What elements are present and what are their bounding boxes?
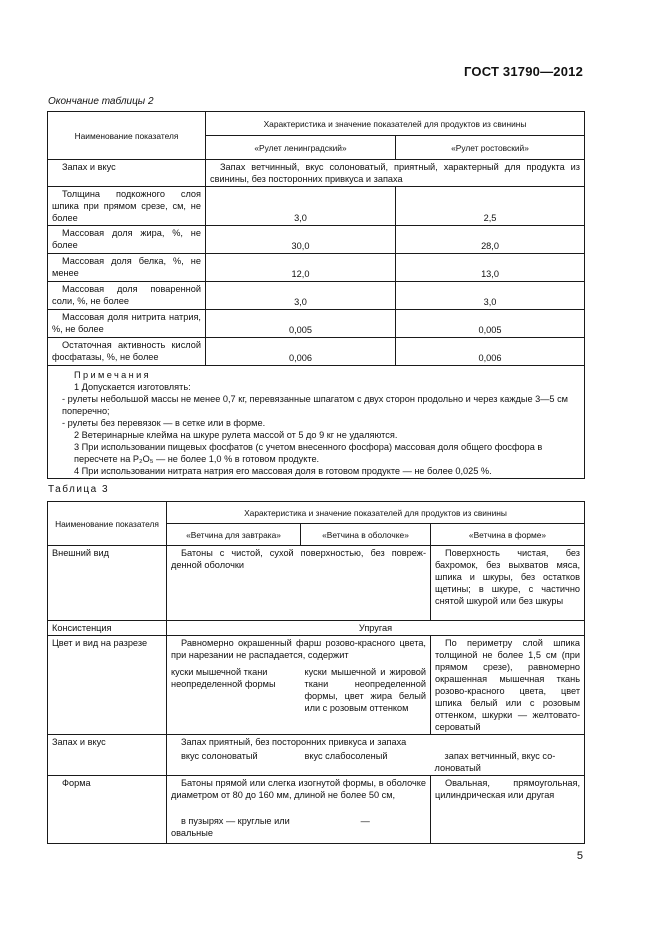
t3-value-123: Запах приятный, без посторонних привкуса и запаха [167, 735, 585, 750]
t3-value-3: Овальная, прямоугольная, цилиндрическая или другая [431, 776, 585, 844]
t3-value-3: По периметру слой шпика толщиной не более 1,5 см (при прямом срезе), равномерно окрашенная мышечная ткань розово-красного цвета, цвет шпика белый или с розовым оттенком, шкурки — желтовато-сероватый [431, 636, 585, 735]
t2-value-2: 2,5 [396, 187, 585, 226]
t3-value-12: Равномерно окрашенный фарш розово-красного цвета, при нарезании не распадается, содержит [167, 636, 431, 666]
table-row [48, 546, 585, 621]
t2-value-1: 3,0 [206, 187, 396, 226]
table-row [48, 310, 585, 338]
table2-caption: Окончание таблицы 2 [48, 96, 154, 107]
table-row [48, 636, 585, 666]
table-2 [47, 111, 585, 479]
t2-value-2: 0,006 [396, 338, 585, 366]
t2-value-1: 0,005 [206, 310, 396, 338]
table-row [48, 621, 585, 636]
t2-header-product-1: «Рулет ленинградский» [206, 136, 396, 160]
note-line: - рулеты небольшой массы не менее 0,7 кг, перевязанные шпагатом с двух сторон продольно и через каждые 3—5 см поперечно; [62, 394, 569, 416]
t3-row-name: Внешний вид [48, 546, 167, 621]
table2-notes [48, 366, 585, 479]
table-row [48, 187, 585, 226]
page-number: 5 [576, 850, 583, 862]
t3-value-3: запах ветчинный, вкус солоноватый [431, 749, 585, 776]
t2-row-name: Массовая доля жира, %, не более [48, 226, 206, 254]
table-row [48, 254, 585, 282]
t3-header-product-2: «Ветчина в оболочке» [301, 524, 431, 546]
t3-header-name: Наименование показателя [48, 502, 167, 546]
t2-header-name: Наименование показателя [48, 112, 206, 160]
t3-value-2: — [301, 814, 431, 844]
t3-value-2: вкус слабосоленый [301, 749, 431, 776]
t2-value-2: 0,005 [396, 310, 585, 338]
t2-value-1: 30,0 [206, 226, 396, 254]
table-row [48, 160, 585, 187]
t3-value-12: Батоны с чистой, сухой поверхностью, без поврежденной оболочки [167, 546, 431, 621]
t2-value-2: 3,0 [396, 282, 585, 310]
t2-row-name: Запах и вкус [48, 160, 206, 187]
t2-value-1: 12,0 [206, 254, 396, 282]
table-row [48, 338, 585, 366]
note-line: 3 При использовании пищевых фосфатов (с учетом внесенного фосфора) массовая доля общего фосфора в пересчете на P₂O₅ — не более 1,0 % в готовом продукте. [74, 442, 543, 464]
note-line: 2 Ветеринарные клейма на шкуре рулета массой от 5 до 9 кг не удаляются. [74, 430, 398, 440]
t2-value-1: 3,0 [206, 282, 396, 310]
t2-value-1: 0,006 [206, 338, 396, 366]
t3-row-name: Консистенция [48, 621, 167, 636]
t2-row-name: Массовая доля поваренной соли, %, не более [48, 282, 206, 310]
t3-value-3: Поверхность чистая, без бахромок, без выхватов мяса, шпика и шкуры, без остатков щетины; в шкуре, с частично снятой шкурой или без шкуры [431, 546, 585, 621]
table-row [48, 282, 585, 310]
t2-header-group: Характеристика и значение показателей для продуктов из свинины [206, 112, 585, 136]
t3-value-all: Упругая [167, 621, 585, 636]
t3-header-product-3: «Ветчина в форме» [431, 524, 585, 546]
t3-value-12: Батоны прямой или слегка изогнутой формы, в оболочке диаметром от 80 до 160 мм, длиной не более 50 см, [167, 776, 431, 814]
t2-row-name: Массовая доля белка, %, не менее [48, 254, 206, 282]
t2-value-2: 13,0 [396, 254, 585, 282]
t3-value-1: вкус солоноватый [167, 749, 301, 776]
t2-header-product-2: «Рулет ростовский» [396, 136, 585, 160]
notes-row [48, 366, 585, 479]
t3-row-name: Форма [48, 776, 167, 844]
table-row [48, 735, 585, 750]
table3-caption: Таблица 3 [48, 484, 110, 495]
t3-header-group: Характеристика и значение показателей для продуктов из свинины [167, 502, 585, 524]
t3-value-2: куски мышечной и жировой ткани неопределенной формы, цвет жира белый или с розовым оттенком [301, 665, 431, 734]
table-row [48, 776, 585, 814]
t3-row-name: Цвет и вид на разрезе [48, 636, 167, 735]
t2-row-name: Остаточная активность кислой фосфатазы, %, не более [48, 338, 206, 366]
t2-row-merged-value: Запах ветчинный, вкус солоноватый, приятный, характерный для продукта из свинины, без посторонних привкуса и запаха [206, 160, 585, 187]
note-line: 4 При использовании нитрата натрия его массовая доля в готовом продукте — не более 0,025 %. [74, 466, 492, 476]
note-line: - рулеты без перевязок — в сетке или в форме. [62, 418, 266, 428]
t3-row-name: Запах и вкус [48, 735, 167, 776]
table-3 [47, 501, 585, 844]
notes-title: Примечания [74, 370, 152, 380]
standard-number: ГОСТ 31790—2012 [464, 64, 583, 79]
t3-value-1: в пузырях — круглые или овальные [167, 814, 301, 844]
note-line: 1 Допускается изготовлять: [74, 382, 191, 392]
t2-row-name: Толщина подкожного слоя шпика при прямом срезе, см, не более [48, 187, 206, 226]
t3-value-1: куски мышечной ткани неопределенной формы [167, 665, 301, 734]
t2-value-2: 28,0 [396, 226, 585, 254]
table-row [48, 226, 585, 254]
t2-row-name: Массовая доля нитрита натрия, %, не более [48, 310, 206, 338]
t3-header-product-1: «Ветчина для завтрака» [167, 524, 301, 546]
